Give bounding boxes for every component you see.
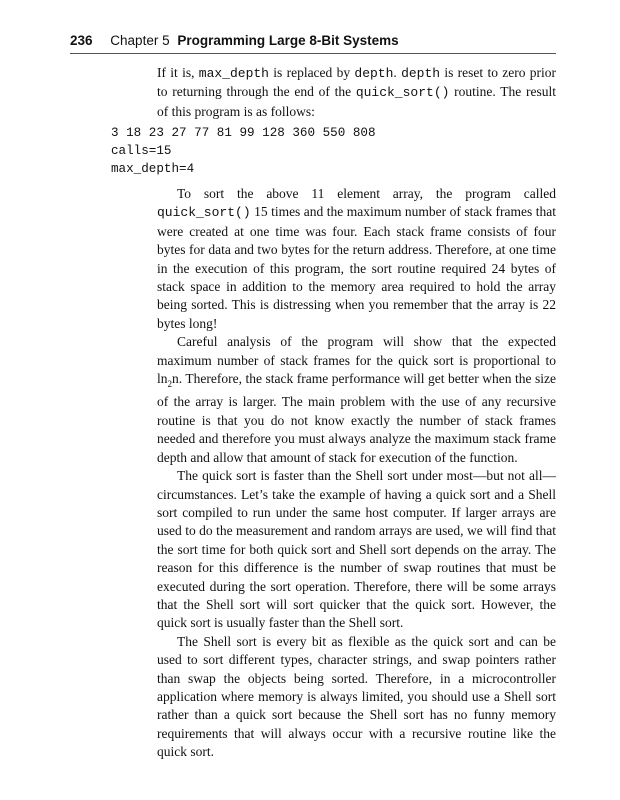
log-base-subscript: 2 xyxy=(167,379,173,390)
paragraph xyxy=(157,333,556,467)
paragraph: The quick sort is faster than the Shell sort under most—but not all—circumstances. Let’s take the example of having a quick sort and a Shell sort compiled to run under the same host computer. If larger arrays are used to do the measurement and random arrays are used, we will find that the sort time for both quick sort and Shell sort depends on the array. The reason for this difference is the number of swap routines that must be executed during the sort operation. Therefore, there will be some arrays that the Shell sort will sort quicker that the quick sort. However, the quick sort is usually faster than the Shell sort. xyxy=(157,468,556,631)
paragraph: The Shell sort is every bit as flexible as the quick sort and can be used to sort different types, character strings, and swap pointers rather than swap the objects being sorted. Therefore, in a microcontroller application where memory is always limited, you should use a Shell sort rather than a quick sort because the Shell sort has no funny memory requirements that will always occur with a recursive routine like the quick sort. xyxy=(157,633,556,760)
intro-paragraph xyxy=(157,64,556,121)
paragraph-text: n. Therefore, the stack frame performance will get better when the size of the array is larger. The main problem with the use of any recursive routine is that you do not know exactly the number of stack frames needed and therefore you must always analyze the maximum stack frame depth and allow that amount of stack for execution of the function. xyxy=(157,371,556,465)
intro-text: is reset to zero prior to returning through the end of the xyxy=(157,65,557,100)
code-quick-sort: quick_sort() xyxy=(355,85,450,101)
running-header xyxy=(70,33,556,54)
output-line: calls=15 xyxy=(111,144,172,159)
code-depth: depth xyxy=(354,66,394,81)
intro-text: routine. The result of this program is as follows: xyxy=(157,84,556,119)
log-symbol: ln xyxy=(157,371,168,387)
paragraph xyxy=(157,185,556,333)
page-number: 236 xyxy=(70,33,93,48)
code-depth: depth xyxy=(401,66,441,81)
program-output xyxy=(111,124,376,179)
chapter-title: Programming Large 8-Bit Systems xyxy=(177,33,399,48)
body-text xyxy=(157,185,556,762)
paragraph-text: To sort the above 11 element array, the program called xyxy=(177,186,556,201)
output-line: max_depth=4 xyxy=(111,162,195,177)
intro-text: . xyxy=(393,65,402,80)
code-quick-sort: quick_sort() xyxy=(157,205,251,221)
paragraph-text: Careful analysis of the program will show that the expected maximum number of stack frames for the quick sort is proportional to xyxy=(157,334,556,368)
code-max-depth: max_depth xyxy=(198,66,269,81)
intro-text: If it is, xyxy=(157,65,199,80)
intro-text: is replaced by xyxy=(268,65,355,80)
chapter-label: Chapter 5 xyxy=(110,33,170,48)
output-line: 3 18 23 27 77 81 99 128 360 550 808 xyxy=(111,126,376,140)
paragraph-text: 15 times and the maximum number of stack frames that were created at one time was four. Each stack frame consists of four bytes for data and two bytes for the return address. Therefore, at one time in the execution of this program, the sort routine required 24 bytes of stack space in addition to the memory area required to hold the array being sorted. This is distressing when you remember that the array is 22 bytes long! xyxy=(157,204,556,331)
